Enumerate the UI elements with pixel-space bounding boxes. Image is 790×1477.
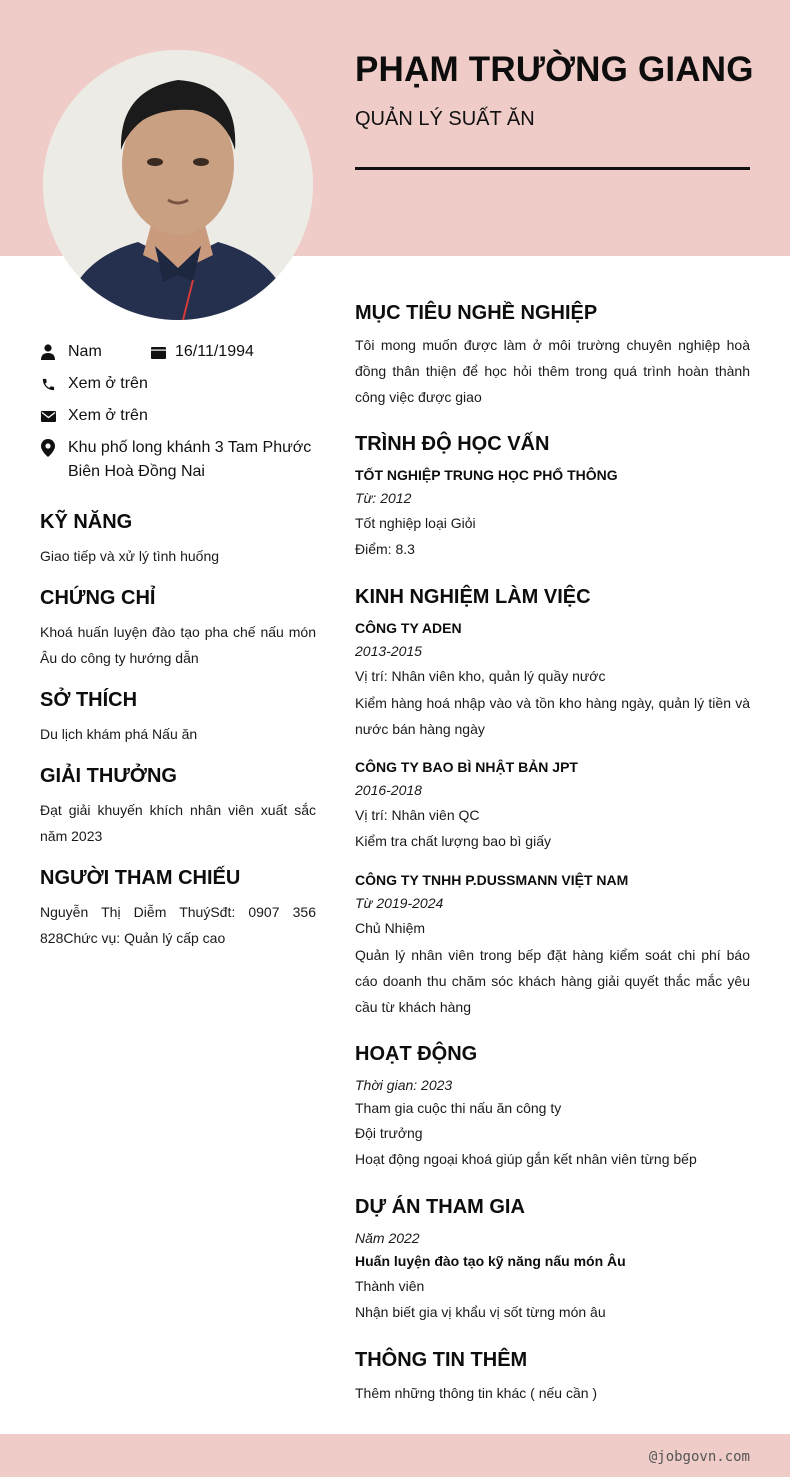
email-row — [40, 404, 148, 428]
calendar-icon — [150, 344, 166, 360]
job-description: Kiểm hàng hoá nhập vào và tồn kho hàng ngày, quản lý tiền và nước bán hàng ngày — [355, 695, 750, 737]
experience-heading: KINH NGHIỆM LÀM VIỆC — [355, 586, 591, 608]
birthdate-row — [150, 340, 254, 364]
awards-heading: GIẢI THƯỞNG — [40, 765, 177, 787]
activities-line-1: Tham gia cuộc thi nấu ăn công ty — [355, 1100, 562, 1116]
job-period: 2013-2015 — [355, 643, 422, 659]
education-heading: TRÌNH ĐỘ HỌC VẤN — [355, 433, 550, 455]
job-position: Chủ Nhiệm — [355, 920, 426, 936]
job-company: CÔNG TY BAO BÌ NHẬT BẢN JPT — [355, 759, 578, 775]
job-company: CÔNG TY TNHH P.DUSSMANN VIỆT NAM — [355, 872, 629, 888]
gender-value: Nam — [68, 343, 102, 360]
footer-brand: @jobgovn.com — [648, 1449, 750, 1465]
person-icon — [40, 344, 56, 360]
job-title: QUẢN LÝ SUẤT ĂN — [355, 108, 535, 130]
phone-value: Xem ở trên — [68, 375, 148, 392]
certificates-heading: CHỨNG CHỈ — [40, 587, 156, 609]
references-text: Nguyễn Thị Diễm ThuýSđt: 0907 356 828Chức vụ: Quản lý cấp cao — [40, 904, 316, 946]
phone-icon — [40, 376, 56, 392]
education-detail-1: Tốt nghiệp loại Giỏi — [355, 515, 476, 531]
certificates-text: Khoá huấn luyện đào tạo pha chế nấu món Âu do công ty hướng dẫn — [40, 624, 316, 666]
gender-row — [40, 340, 102, 364]
project-period: Năm 2022 — [355, 1230, 420, 1246]
job-period: Từ 2019-2024 — [355, 895, 444, 911]
additional-heading: THÔNG TIN THÊM — [355, 1349, 528, 1371]
birthdate-value: 16/11/1994 — [175, 343, 254, 360]
activities-period: Thời gian: 2023 — [355, 1077, 453, 1093]
candidate-name: PHẠM TRƯỜNG GIANG — [355, 50, 754, 89]
skills-heading: KỸ NĂNG — [40, 511, 133, 533]
profile-photo — [43, 50, 313, 320]
education-period: Từ: 2012 — [355, 490, 412, 506]
hobbies-heading: SỞ THÍCH — [40, 689, 138, 711]
email-value: Xem ở trên — [68, 407, 148, 424]
job-company: CÔNG TY ADEN — [355, 620, 462, 636]
job-period: 2016-2018 — [355, 782, 422, 798]
job-description: Quản lý nhân viên trong bếp đặt hàng kiểm soát chi phí báo cáo doanh thu chăm sóc khách hàng giải quyết thắc mắc yêu cầu từ khách hàng — [355, 947, 750, 1015]
projects-heading: DỰ ÁN THAM GIA — [355, 1196, 525, 1218]
address-value: Khu phố long khánh 3 Tam Phước Biên Hoà Đồng Nai — [68, 439, 312, 480]
awards-text: Đạt giải khuyến khích nhân viên xuất sắc năm 2023 — [40, 802, 316, 844]
person-avatar-icon — [43, 50, 313, 320]
project-name: Huấn luyện đào tạo kỹ năng nấu món Âu — [355, 1253, 626, 1269]
activities-line-3: Hoạt động ngoại khoá giúp gắn kết nhân viên từng bếp — [355, 1151, 697, 1167]
skills-text: Giao tiếp và xử lý tình huống — [40, 548, 220, 564]
hobbies-text: Du lịch khám phá Nấu ăn — [40, 726, 198, 742]
activities-line-2: Đội trưởng — [355, 1125, 423, 1141]
references-heading: NGƯỜI THAM CHIẾU — [40, 867, 241, 889]
phone-row — [40, 372, 148, 396]
objective-heading: MỤC TIÊU NGHỀ NGHIỆP — [355, 302, 598, 324]
job-description: Kiểm tra chất lượng bao bì giấy — [355, 833, 551, 849]
objective-text: Tôi mong muốn được làm ở môi trường chuyên nghiệp hoà đồng thân thiện để học hỏi thêm trong quá trình hoàn thành công việc được giao — [355, 337, 750, 405]
education-school: TỐT NGHIỆP TRUNG HỌC PHỔ THÔNG — [355, 467, 618, 483]
job-position: Vị trí: Nhân viên kho, quản lý quầy nước — [355, 668, 606, 684]
activities-heading: HOẠT ĐỘNG — [355, 1043, 478, 1065]
job-position: Vị trí: Nhân viên QC — [355, 807, 480, 823]
project-role: Thành viên — [355, 1278, 425, 1294]
envelope-icon — [40, 408, 56, 424]
project-description: Nhận biết gia vị khẩu vị sốt từng món âu — [355, 1304, 606, 1320]
location-pin-icon — [40, 440, 56, 456]
education-detail-2: Điểm: 8.3 — [355, 541, 415, 557]
header-divider — [355, 167, 750, 170]
address-row — [40, 436, 316, 484]
additional-text: Thêm những thông tin khác ( nếu cần ) — [355, 1385, 598, 1401]
